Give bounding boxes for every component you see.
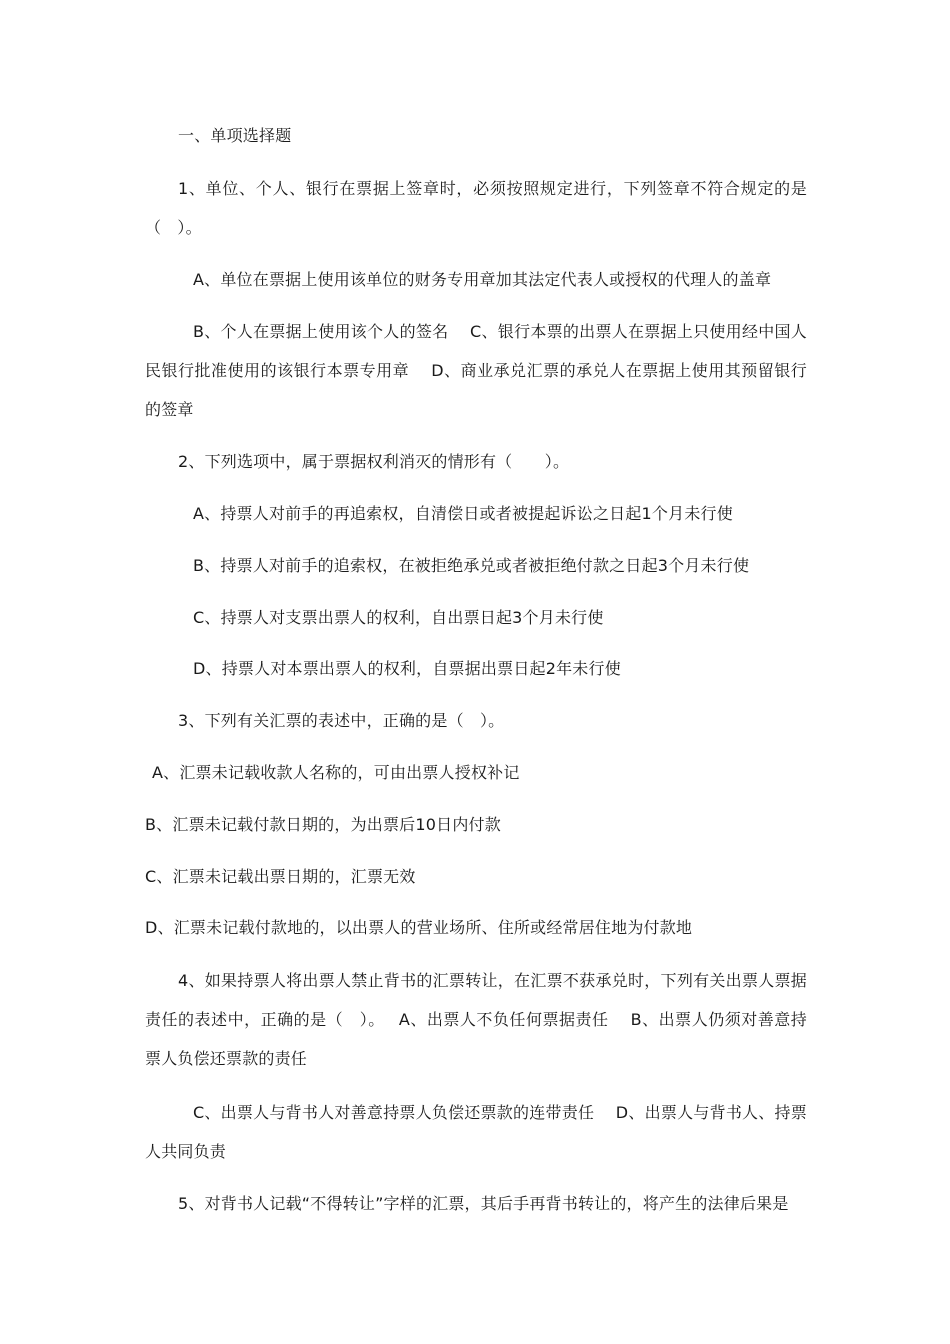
question-3-option-c: C、汇票未记载出票日期的，汇票无效 xyxy=(145,867,416,886)
question-4-options-cd: C、出票人与背书人对善意持票人负偿还票款的连带责任 D、出票人与背书人、持票人共同负责 xyxy=(145,1103,807,1161)
question-1-option-a: A、单位在票据上使用该单位的财务专用章加其法定代表人或授权的代理人的盖章 xyxy=(193,270,772,289)
question-1-options-bcd: B、个人在票据上使用该个人的签名 C、银行本票的出票人在票据上只使用经中国人民银行批准使用的该银行本票专用章 D、商业承兑汇票的承兑人在票据上使用其预留银行的签章 xyxy=(145,322,807,419)
question-1-stem: 1、单位、个人、银行在票据上签章时，必须按照规定进行，下列签章不符合规定的是（ ）。 xyxy=(145,179,807,237)
question-3-option-d: D、汇票未记载付款地的，以出票人的营业场所、住所或经常居住地为付款地 xyxy=(145,918,693,937)
question-2-stem: 2、下列选项中，属于票据权利消灭的情形有（ ）。 xyxy=(178,452,570,471)
question-5-stem: 5、对背书人记载“不得转让”字样的汇票，其后手再背书转让的，将产生的法律后果是 xyxy=(178,1194,789,1213)
question-3-option-a: A、汇票未记载收款人名称的，可由出票人授权补记 xyxy=(152,763,520,782)
question-3-option-b: B、汇票未记载付款日期的，为出票后10日内付款 xyxy=(145,815,501,834)
question-3-stem: 3、下列有关汇票的表述中，正确的是（ ）。 xyxy=(178,711,505,730)
section-title: 一、单项选择题 xyxy=(178,126,292,145)
question-4-stem-options-ab: 4、如果持票人将出票人禁止背书的汇票转让，在汇票不获承兑时，下列有关出票人票据责任的表述中，正确的是（ ）。 A、出票人不负任何票据责任 B、出票人仍须对善意持票人负偿还票款的责任 xyxy=(145,971,807,1068)
question-2-option-a: A、持票人对前手的再追索权，自清偿日或者被提起诉讼之日起1个月未行使 xyxy=(193,504,733,523)
question-2-option-d: D、持票人对本票出票人的权利，自票据出票日起2年未行使 xyxy=(193,659,621,678)
question-2-option-b: B、持票人对前手的追索权，在被拒绝承兑或者被拒绝付款之日起3个月未行使 xyxy=(193,556,750,575)
question-2-option-c: C、持票人对支票出票人的权利，自出票日起3个月未行使 xyxy=(193,608,604,627)
